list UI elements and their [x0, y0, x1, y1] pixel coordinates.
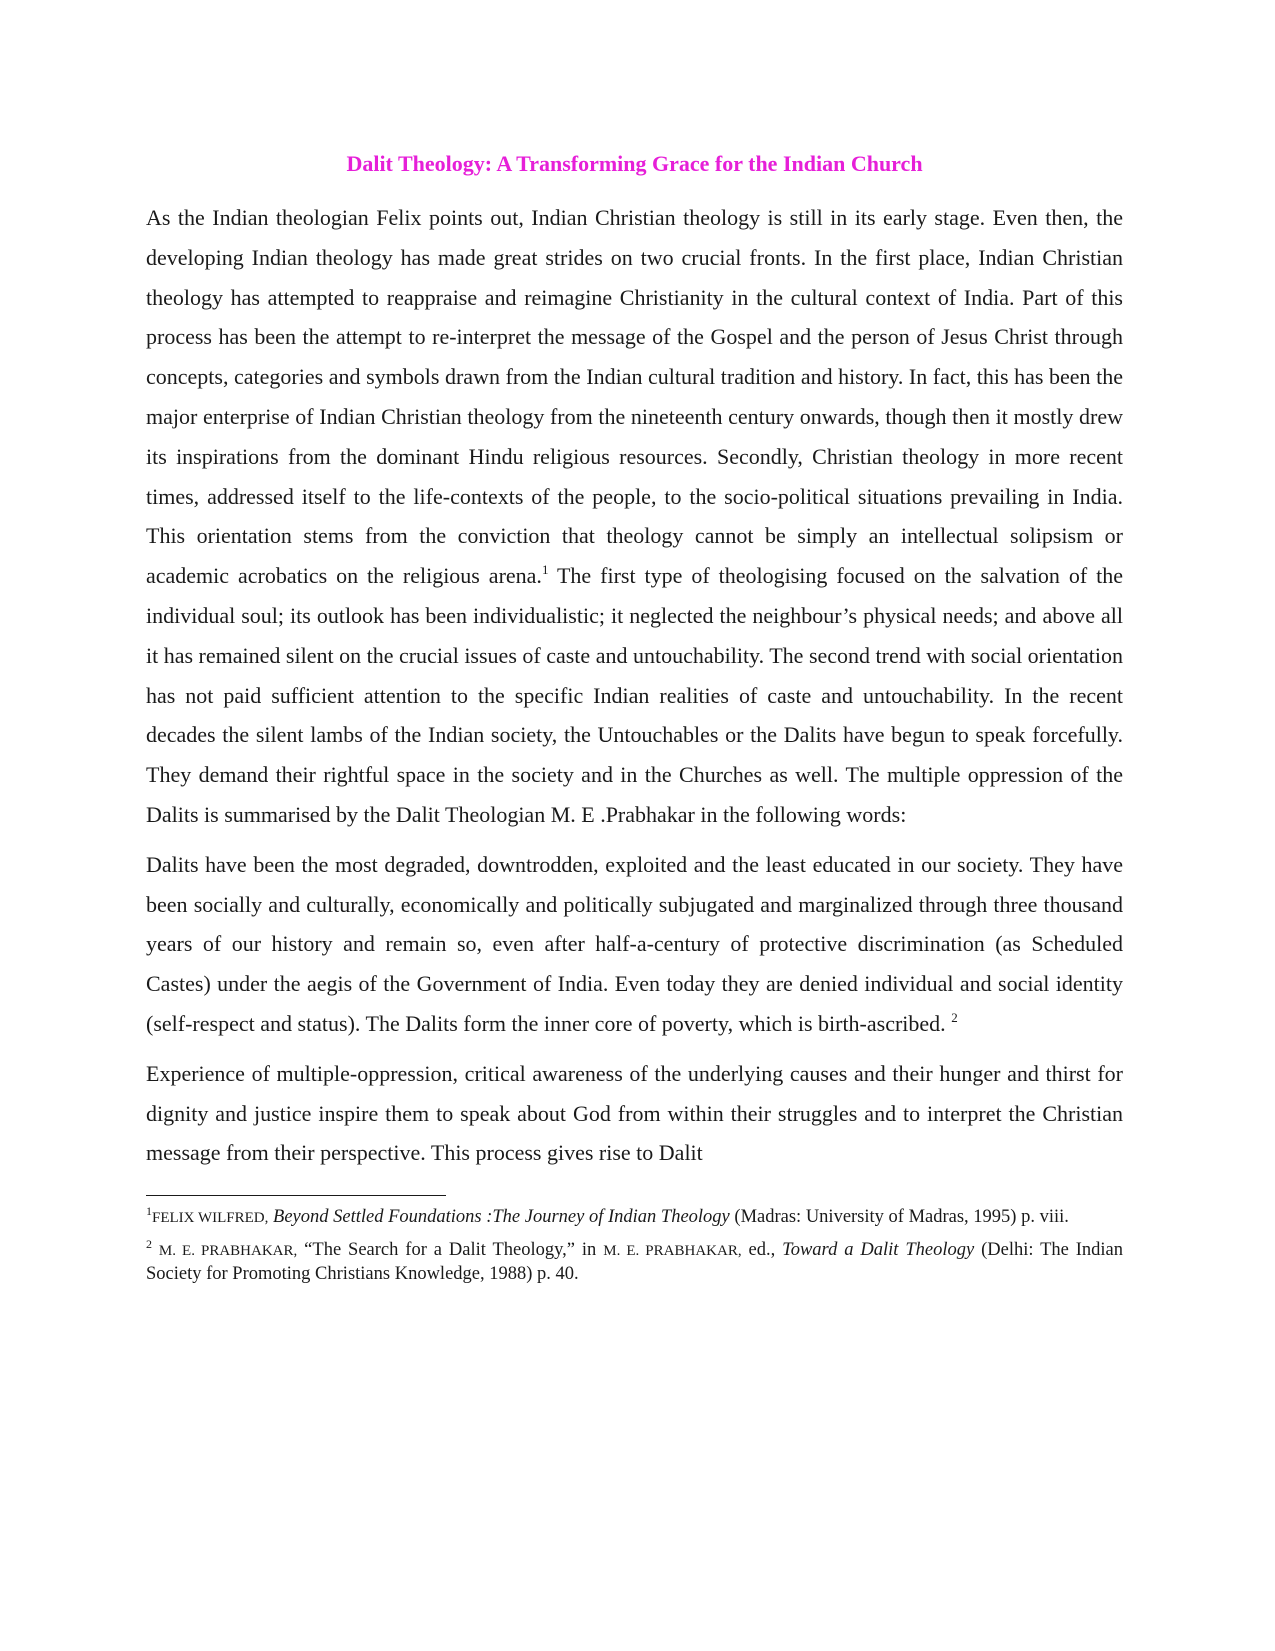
paragraph-1-text-b: The first type of theologising focused on the salvation of the individual soul; its outlook has been individualistic; it neglected the neighbour’s physical needs; and above all it has remained silent on the crucial issues of caste and untouchability. The second trend with social orientation has not paid sufficient attention to the specific Indian realities of caste and untouchability. In the recent decades the silent lambs of the Indian society, the Untouchables or the Dalits have begun to speak forcefully. They demand their rightful space in the society and in the Churches as well. The multiple oppression of the Dalits is summarised by the Dalit Theologian M. E .Prabhakar in the following words:	[146, 563, 1123, 827]
footnote-2-text-a: “The Search for a Dalit Theology,” in	[297, 1240, 604, 1261]
footnote-2-details: (Delhi: The Indian Society for Promoting Christians Knowledge, 1988) p. 40.	[146, 1240, 1124, 1285]
page-title: Dalit Theology: A Transforming Grace for the Indian Church	[346, 151, 923, 176]
footnote-2-title: Toward a Dalit Theology	[782, 1240, 975, 1261]
paragraph-1-text-a: As the Indian theologian Felix points out, Indian Christian theology is still in its early stage. Even then, the developing Indian theology has made great strides on two crucial fronts. In the first place, Indian Christian theology has attempted to reappraise and reimagine Christianity in the cultural context of India. Part of this process has been the attempt to re-interpret the message of the Gospel and the person of Jesus Christ through concepts, categories and symbols drawn from the Indian cultural tradition and history. In fact, this has been the major enterprise of Indian Christian theology from the nineteenth century onwards, though then it mostly drew its inspirations from the dominant Hindu religious resources. Secondly, Christian theology in more recent times, addressed itself to the life-contexts of the people, to the socio-political situations prevailing in India. This orientation stems from the conviction that theology cannot be simply an intellectual solipsism or academic acrobatics on the religious arena.	[146, 205, 1123, 589]
footnote-ref-2: 2	[951, 1009, 958, 1025]
footnote-2-editor: M. E. PRABHAKAR,	[603, 1243, 742, 1260]
footnote-1-number: 1	[146, 1204, 152, 1219]
footnote-2-number: 2	[146, 1237, 152, 1252]
paragraph-3: Experience of multiple-oppression, critical awareness of the underlying causes and their hunger and thirst for dignity and justice inspire them to speak about God from within their struggles and to interpret the Christian message from their perspective. This process gives rise to Dalit	[146, 1060, 1123, 1166]
footnote-divider	[146, 1195, 446, 1196]
footnote-1-details: (Madras: University of Madras, 1995) p. viii.	[729, 1207, 1069, 1228]
footnote-1-title: Beyond Settled Foundations :The Journey of Indian Theology	[273, 1207, 730, 1228]
paragraph-1	[146, 198, 1123, 835]
footnote-ref-1: 1	[541, 562, 549, 578]
footnote-1	[146, 1206, 1123, 1230]
footnote-2-author: M. E. PRABHAKAR,	[158, 1243, 298, 1260]
footnote-2-text-b: ed.,	[741, 1240, 783, 1261]
footnote-1-author: FELIX WILFRED,	[152, 1210, 269, 1227]
footnote-2	[146, 1239, 1123, 1286]
paragraph-2-text: Dalits have been the most degraded, downtrodden, exploited and the least educated in our society. They have been socially and culturally, economically and politically subjugated and marginalized through three thousand years of our history and remain so, even after half-a-century of protective discrimination (as Scheduled Castes) under the aegis of the Government of India. Even today they are denied individual and social identity (self-respect and status). The Dalits form the inner core of poverty, which is birth-ascribed.	[146, 851, 1123, 1036]
paragraph-2-quote	[146, 845, 1123, 1044]
